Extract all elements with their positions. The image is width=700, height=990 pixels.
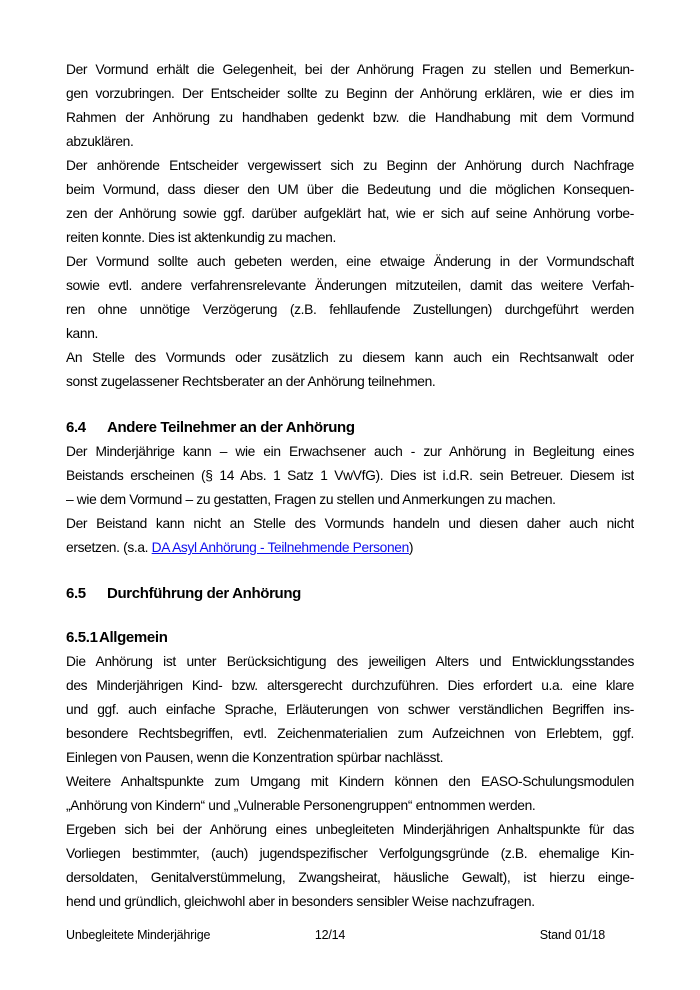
text-line (66, 536, 634, 560)
paragraph (66, 440, 634, 512)
text-run: Der Minderjährige kann – wie ein Erwachsener auch - zur Anhörung in Begleitung eines (66, 444, 634, 459)
text-run: zen der Anhörung sowie ggf. darüber aufgeklärt hat, wie er sich auf seine Anhörung vorbe- (66, 206, 634, 221)
text-run: hend und gründlich, gleichwohl aber in besonders sensibler Weise nachzufragen. (66, 894, 535, 909)
text-run: sonst zugelassener Rechtsberater an der Anhörung teilnehmen. (66, 374, 436, 389)
text-line (66, 58, 634, 82)
text-line (66, 488, 634, 512)
text-line (66, 298, 634, 322)
text-line (66, 440, 634, 464)
text-run: des Minderjährigen Kind- bzw. altersgerecht durchzuführen. Dies erfordert u.a. eine klare (66, 678, 634, 693)
paragraph (66, 770, 634, 818)
heading-title: Allgemein (99, 629, 168, 646)
text-run: Beistands erscheinen (§ 14 Abs. 1 Satz 1 VwVfG). Dies ist i.d.R. sein Betreuer. Diesem ist (66, 468, 634, 483)
paragraph (66, 346, 634, 394)
text-run: Ergeben sich bei der Anhörung eines unbegleiteten Minderjährigen Anhaltspunkte für das (66, 822, 634, 837)
text-run: abzuklären. (66, 134, 134, 149)
paragraph (66, 818, 634, 914)
text-line (66, 178, 634, 202)
text-line (66, 512, 634, 536)
text-run: sowie evtl. andere verfahrensrelevante Änderungen mitzuteilen, damit das weitere Verfah- (66, 278, 634, 293)
text-line (66, 818, 634, 842)
text-line (66, 746, 634, 770)
section-heading-6-4 (66, 416, 634, 440)
text-run: gen vorzubringen. Der Entscheider sollte zu Beginn der Anhörung erklären, wie er dies im (66, 86, 634, 101)
paragraph (66, 250, 634, 346)
text-line (66, 842, 634, 866)
text-line (66, 890, 634, 914)
text-run: ersetzen. (s.a. (66, 540, 152, 555)
text-line (66, 698, 634, 722)
section-heading-6-5-1 (66, 626, 634, 650)
text-line (66, 674, 634, 698)
text-line (66, 650, 634, 674)
text-line (66, 464, 634, 488)
text-run: Der Beistand kann nicht an Stelle des Vormunds handeln und diesen daher auch nicht (66, 516, 634, 531)
da-asyl-anhoerung-link[interactable]: DA Asyl Anhörung - Teilnehmende Personen (151, 540, 409, 555)
text-line (66, 274, 634, 298)
footer-page-number: 12/14 (314, 928, 346, 942)
text-line (66, 154, 634, 178)
text-run: An Stelle des Vormunds oder zusätzlich zu diesem kann auch ein Rechtsanwalt oder (66, 350, 634, 365)
text-run: Der Vormund sollte auch gebeten werden, eine etwaige Änderung in der Vormundschaft (66, 254, 634, 269)
text-run: beim Vormund, dass dieser den UM über die Bedeutung und die möglichen Konsequen- (66, 182, 634, 197)
text-line (66, 82, 634, 106)
text-run: „Anhörung von Kindern“ und „Vulnerable Personengruppen“ entnommen werden. (66, 798, 536, 813)
paragraph (66, 650, 634, 770)
text-run: reiten konnte. Dies ist aktenkundig zu machen. (66, 230, 336, 245)
text-run: Vorliegen bestimmter, (auch) jugendspezifischer Verfolgungsgründe (z.B. ehemalige Kin- (66, 846, 634, 861)
text-run: kann. (66, 326, 99, 341)
text-line (66, 770, 634, 794)
heading-title: Durchführung der Anhörung (107, 585, 301, 602)
text-line (66, 794, 634, 818)
text-line (66, 250, 634, 274)
text-line (66, 866, 634, 890)
text-line (66, 130, 634, 154)
heading-title: Andere Teilnehmer an der Anhörung (107, 419, 355, 436)
text-run: Einlegen von Pausen, wenn die Konzentration spürbar nachlässt. (66, 750, 444, 765)
text-run: – wie dem Vormund – zu gestatten, Fragen zu stellen und Anmerkungen zu machen. (66, 492, 556, 507)
heading-number: 6.4 (66, 419, 86, 436)
text-run: Rahmen der Anhörung zu handhaben gedenkt bzw. die Handhabung mit dem Vormund (66, 110, 634, 125)
document-body (66, 58, 634, 914)
text-run: und ggf. auch einfache Sprache, Erläuterungen von schwer verständlichen Begriffen ins- (66, 702, 634, 717)
text-run: Weitere Anhaltspunkte zum Umgang mit Kindern können den EASO-Schulungsmodulen (66, 774, 634, 789)
page-footer (66, 928, 634, 948)
text-line (66, 322, 634, 346)
section-heading-6-5 (66, 582, 634, 606)
text-run: besondere Rechtsbegriffen, evtl. Zeichenmaterialien zum Aufzeichnen von Erlebtem, ggf. (66, 726, 634, 741)
heading-number: 6.5 (66, 585, 86, 602)
text-run: ) (408, 540, 414, 555)
text-line (66, 226, 634, 250)
text-run: ren ohne unnötige Verzögerung (z.B. fehllaufende Zustellungen) durchgeführt werden (66, 302, 634, 317)
text-line (66, 346, 634, 370)
paragraph (66, 58, 634, 154)
footer-document-title: Unbegleitete Minderjährige (66, 928, 211, 942)
text-run: Die Anhörung ist unter Berücksichtigung des jeweiligen Alters und Entwicklungsstandes (66, 654, 634, 669)
text-run: dersoldaten, Genitalverstümmelung, Zwangsheirat, häusliche Gewalt), ist hierzu einge- (66, 870, 634, 885)
paragraph (66, 154, 634, 250)
text-line (66, 722, 634, 746)
text-run: Der anhörende Entscheider vergewissert sich zu Beginn der Anhörung durch Nachfrage (66, 158, 634, 173)
heading-number: 6.5.1 (66, 629, 98, 646)
text-line (66, 106, 634, 130)
text-line (66, 370, 634, 394)
text-run: Der Vormund erhält die Gelegenheit, bei der Anhörung Fragen zu stellen und Bemerkun- (66, 62, 634, 77)
text-line (66, 202, 634, 226)
paragraph (66, 512, 634, 560)
footer-version-stamp: Stand 01/18 (539, 928, 605, 942)
